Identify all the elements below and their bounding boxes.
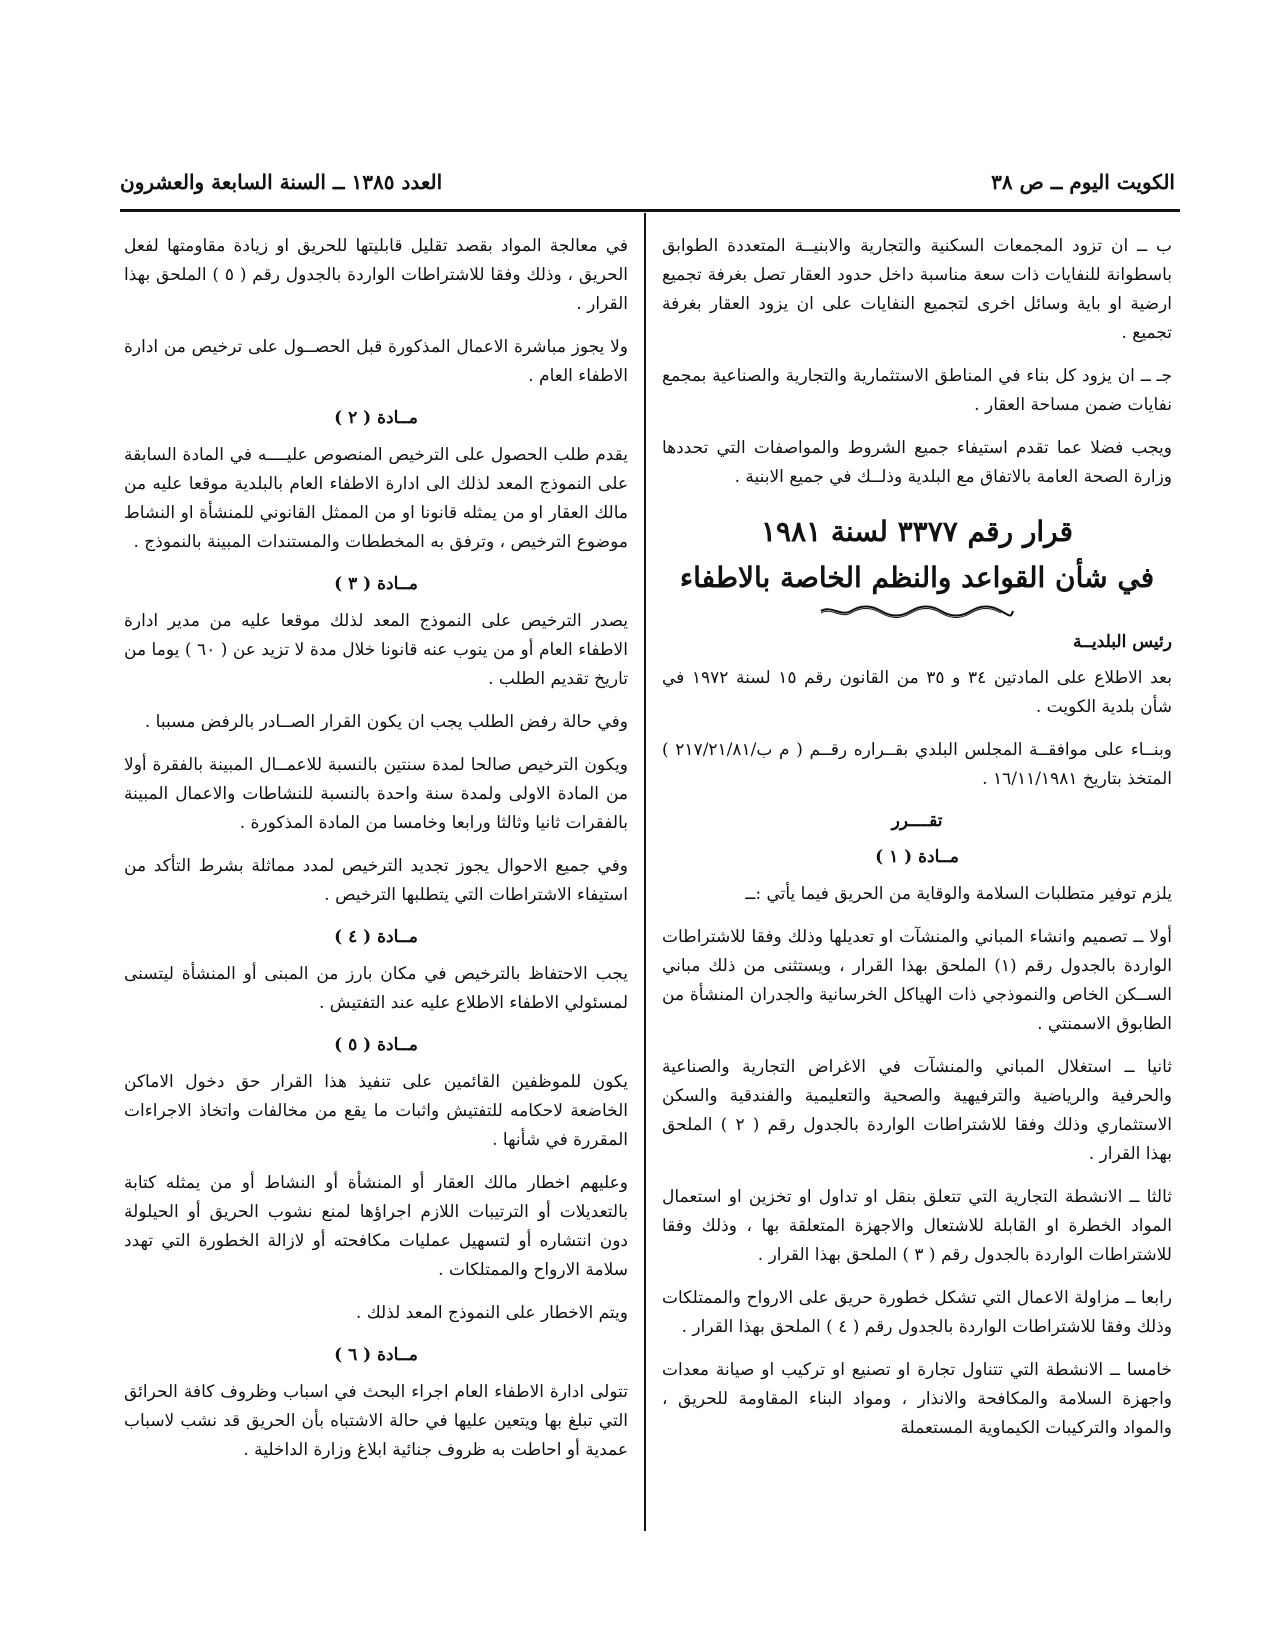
- paragraph: أولا ــ تصميم وانشاء المباني والمنشآت او تعديلها وذلك وفقا للاشتراطات الواردة بالجدول رقم (١) الملحق بهذا القرار ، ويستثنى من ذلك مباني الســكن الخاص والنموذجي ذات الهياكل الخرسانية والجدران المنشأة من الطابوق الاسمنتي .: [662, 927, 1172, 1034]
- header-page-info: الكويت اليوم ــ ص ٣٨: [991, 170, 1175, 194]
- column-divider: [644, 213, 646, 1531]
- paragraph: يقدم طلب الحصول على الترخيص المنصوص عليــــه في المادة السابقة على النموذج المعد لذلك الى ادارة الاطفاء العام بالبلدية موقعا عليه من مالك العقار او من يمثله قانونا او من الممثل القانوني للمنشأة او النشاط موضوع الترخيص ، وترفق به المخططات والمستندات المبينة بالنموذج .: [124, 445, 628, 552]
- paragraph: يجب الاحتفاظ بالترخيص في مكان بارز من المبنى أو المنشأة ليتسنى لمسئولي الاطفاء الاطلاع عليه عند التفتيش .: [124, 964, 628, 1013]
- article-heading: مــادة ( ٥ ): [334, 1035, 418, 1055]
- article-heading: مــادة ( ١ ): [875, 847, 959, 867]
- paragraph: وبنــاء على موافقــة المجلس البلدي بقــراره رقــم ( م ب/٢١٧/٢١/٨١ ) المتخذ بتاريخ ١٦/١١/١٩٨١ .: [662, 740, 1172, 789]
- header-issue-info: العدد ١٣٨٥ ــ السنة السابعة والعشرون: [120, 170, 443, 194]
- paragraph: بعد الاطلاع على المادتين ٣٤ و ٣٥ من القانون رقم ١٥ لسنة ١٩٧٢ في شأن بلدية الكويت .: [662, 668, 1172, 717]
- paragraph: ب ــ ان تزود المجمعات السكنية والتجارية والابنيــة المتعددة الطوابق باسطوانة للنفايات ذات سعة مناسبة داخل حدود العقار تصل بغرفة تجميع ارضية او باية وسائل اخرى لتجميع النفايات على ان يزود العقار بغرفة تجميع .: [662, 236, 1172, 343]
- paragraph: وفي جميع الاحوال يجوز تجديد الترخيص لمدد مماثلة بشرط التأكد من استيفاء الاشتراطات التي يتطلبها الترخيص .: [124, 856, 628, 905]
- ornament-divider: [817, 604, 1017, 618]
- header-divider: [120, 209, 1180, 212]
- paragraph: وفي حالة رفض الطلب يجب ان يكون القرار الصــادر بالرفض مسببا .: [144, 712, 628, 732]
- paragraph: ويتم الاخطار على النموذج المعد لذلك .: [355, 1303, 628, 1323]
- paragraph: يكون للموظفين القائمين على تنفيذ هذا القرار حق دخول الاماكن الخاضعة لاحكامه للتفتيش واثبات ما يقع من مخالفات واتخاذ الاجراءات المقررة في شأنها .: [124, 1072, 628, 1150]
- right-column: [662, 232, 1172, 1532]
- paragraph: ثالثا ــ الانشطة التجارية التي تتعلق بنقل او تداول او تخزين او استعمال المواد الخطرة او القابلة للاشتعال والاجهزة المتعلقة بها ، وذلك وفقا للاشتراطات الواردة بالجدول رقم ( ٣ ) الملحق بهذا القرار .: [662, 1187, 1172, 1265]
- paragraph: ويكون الترخيص صالحا لمدة سنتين بالنسبة للاعمــال المبينة بالفقرة أولا من المادة الاولى ولمدة سنة واحدة بالنسبة للنشاطات والاعمال المبينة بالفقرات ثانيا وثالثا ورابعا وخامسا من المادة المذكورة .: [124, 755, 628, 833]
- paragraph: وعليهم اخطار مالك العقار أو المنشأة أو النشاط أو من يمثله كتابة بالتعديلات أو الترتيبات اللازم اجراؤها لمنع نشوب الحريق أو الحيلولة دون انتشاره أو لتسهيل عمليات مكافحته أو لازالة الخطورة التي تهدد سلامة الارواح والممتلكات .: [124, 1173, 628, 1280]
- paragraph: ثانيا ــ استغلال المباني والمنشآت في الاغراض التجارية والصناعية والحرفية والرياضية والترفيهية والصحية والتعليمية والفندقية والسكن الاستثماري وذلك وفقا للاشتراطات الواردة بالجدول رقم ( ٢ ) الملحق بهذا القرار .: [662, 1057, 1172, 1164]
- paragraph: يصدر الترخيص على النموذج المعد لذلك موقعا عليه من مدير ادارة الاطفاء العام أو من ينوب عنه قانونا خلال مدة لا تزيد عن ( ٦٠ ) يوما من تاريخ تقديم الطلب .: [124, 611, 628, 689]
- decree-subtitle: في شأن القواعد والنظم الخاصة بالاطفاء: [679, 561, 1155, 594]
- paragraph: ويجب فضلا عما تقدم استيفاء جميع الشروط والمواصفات التي تحددها وزارة الصحة العامة بالاتفاق مع البلدية وذلــك في جميع الابنية .: [662, 438, 1172, 487]
- paragraph: يلزم توفير متطلبات السلامة والوقاية من الحريق فيما يأتي :ــ: [745, 884, 1172, 904]
- paragraph: رابعا ــ مزاولة الاعمال التي تشكل خطورة حريق على الارواح والممتلكات وذلك وفقا للاشتراطات الواردة بالجدول رقم ( ٤ ) الملحق بهذا القرار .: [662, 1288, 1172, 1337]
- article-heading: مــادة ( ٤ ): [334, 927, 418, 947]
- article-heading: مــادة ( ٢ ): [334, 408, 418, 428]
- article-heading: مــادة ( ٦ ): [334, 1345, 418, 1365]
- paragraph: خامسا ــ الانشطة التي تتناول تجارة او تصنيع او تركيب او صيانة معدات واجهزة السلامة والمكافحة والانذار ، ومواد البناء المقاومة للحريق ، والمواد والتركيبات الكيماوية المستعملة: [662, 1360, 1172, 1438]
- decides-heading: تقــــرر: [891, 811, 943, 831]
- issuer-line: رئيس البلديــة: [1072, 632, 1172, 652]
- paragraph: ولا يجوز مباشرة الاعمال المذكورة قبل الحصــول على ترخيص من ادارة الاطفاء العام .: [124, 337, 628, 386]
- left-column: [124, 232, 628, 1532]
- paragraph: في معالجة المواد بقصد تقليل قابليتها للحريق او زيادة مقاومتها لفعل الحريق ، وذلك وفقا للاشتراطات الواردة بالجدول رقم ( ٥ ) الملحق بهذا القرار .: [124, 236, 628, 314]
- paragraph: تتولى ادارة الاطفاء العام اجراء البحث في اسباب وظروف كافة الحرائق التي تبلغ بها ويتعين عليها في حالة الاشتباه بأن الحريق قد نشب لاسباب عمدية أو احاطت به ظروف جنائية ابلاغ وزارة الداخلية .: [124, 1382, 628, 1460]
- decree-title: قرار رقم ٣٣٧٧ لسنة ١٩٨١: [761, 515, 1073, 548]
- article-heading: مــادة ( ٣ ): [334, 574, 418, 594]
- paragraph: جـ ــ ان يزود كل بناء في المناطق الاستثمارية والتجارية والصناعية بمجمع نفايات ضمن مساحة العقار .: [662, 366, 1172, 415]
